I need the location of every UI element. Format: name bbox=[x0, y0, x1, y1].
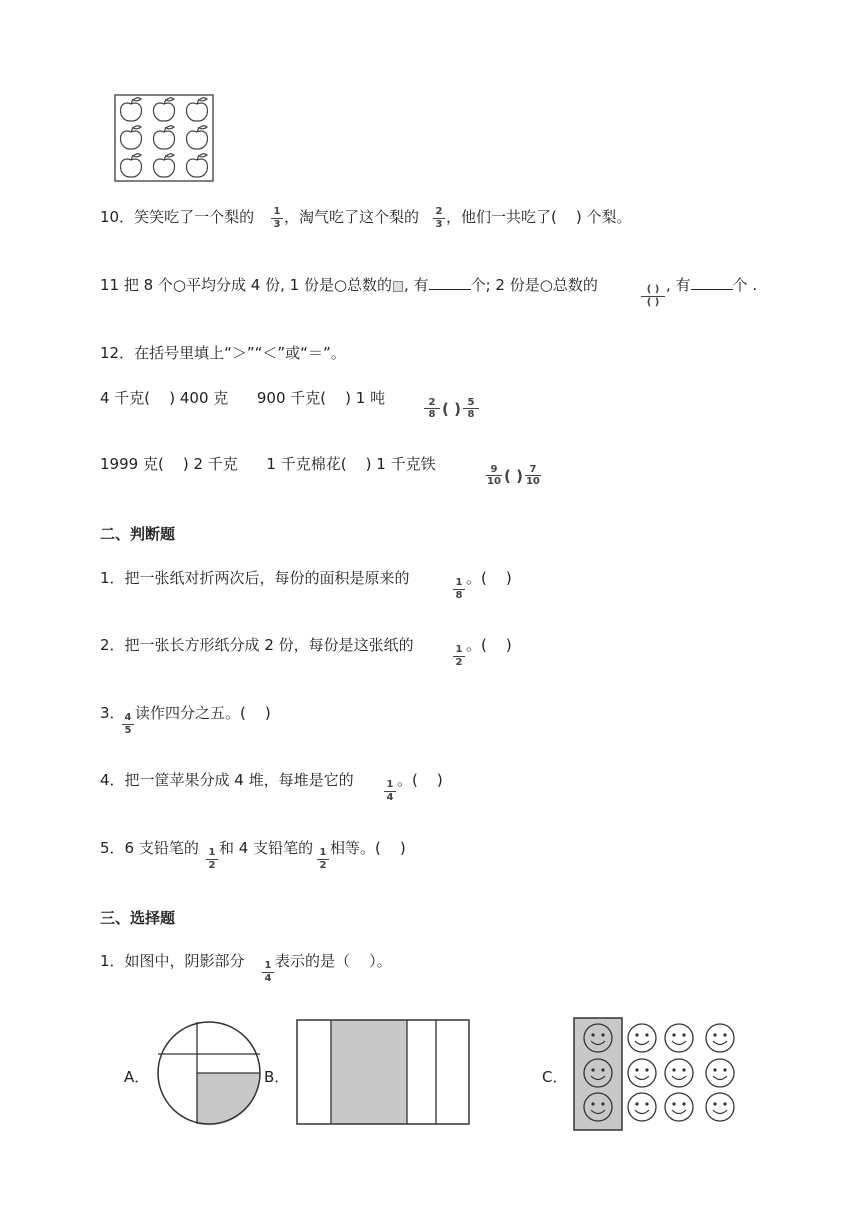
choice-q1-fraction bbox=[261, 960, 275, 985]
choice-q1-text-a: 1．如图中，阴影部分 bbox=[100, 952, 245, 970]
fraction-den: 8 bbox=[455, 590, 463, 601]
q12-r2-a-den: 10 bbox=[487, 476, 501, 487]
smiley-icon bbox=[584, 1093, 612, 1121]
q10-frac1-den: 3 bbox=[273, 219, 281, 230]
judge-item-5-text-c: 相等。( ) bbox=[330, 839, 406, 857]
q12-r2-a-num: 9 bbox=[490, 464, 498, 475]
question-11 bbox=[100, 274, 598, 295]
judge-item-5-text-a: 5．6 支铅笔的 bbox=[100, 839, 199, 857]
q10-fraction-1 bbox=[270, 206, 284, 231]
fraction-num: 1 bbox=[264, 960, 272, 971]
q11-text-e: 个 . bbox=[732, 276, 758, 294]
q10-frac2-num: 2 bbox=[435, 206, 443, 217]
q10-text-b: ，淘气吃了这个梨的 bbox=[284, 208, 420, 226]
q12-row1: 4 千克( ) 400 克 900 千克( ) 1 吨 bbox=[100, 389, 386, 407]
fraction-num: 1 bbox=[208, 847, 216, 858]
q11-paren-den: ( ) bbox=[646, 297, 660, 308]
fraction-den: 2 bbox=[208, 860, 216, 871]
q11-tail bbox=[666, 274, 757, 295]
q12-r1-paren[interactable]: ( ) bbox=[442, 399, 461, 418]
judge-item-4-text-a: 4．把一筐苹果分成 4 堆，每堆是它的 bbox=[100, 771, 354, 789]
smiley-icon bbox=[628, 1059, 656, 1087]
smiley-icon bbox=[584, 1059, 612, 1087]
section-3-heading: 三、选择题 bbox=[100, 909, 176, 927]
judge-item-5-fraction-2 bbox=[316, 847, 330, 872]
q10-number: 10． bbox=[100, 208, 135, 226]
fraction-den: 5 bbox=[124, 725, 132, 736]
fraction-den: 4 bbox=[264, 973, 272, 984]
q11-text-a: 11 把 8 个○平均分成 4 份, 1 份是○总数的 bbox=[100, 276, 393, 294]
option-b-label[interactable]: B． bbox=[264, 1068, 290, 1086]
q10-frac2-den: 3 bbox=[435, 219, 443, 230]
q11-paren-num: ( ) bbox=[646, 284, 660, 295]
option-a-circle-figure[interactable] bbox=[156, 1020, 262, 1126]
smiley-icon bbox=[706, 1093, 734, 1121]
q10-text-a: 笑笑吃了一个梨的 bbox=[134, 208, 255, 226]
apple-grid-figure bbox=[114, 94, 214, 182]
judge-item-1-fraction bbox=[452, 577, 466, 602]
q12-r2-b-den: 10 bbox=[525, 476, 540, 487]
q11-text-c: 个; 2 份是○总数的 bbox=[470, 276, 598, 294]
option-c-smiley-figure[interactable] bbox=[572, 1016, 744, 1132]
fraction-num: 1 bbox=[386, 779, 394, 790]
q10-text-c: ，他们一共吃了( ) 个梨。 bbox=[446, 208, 632, 226]
smiley-icon bbox=[706, 1024, 734, 1052]
option-a-label[interactable]: A． bbox=[124, 1068, 150, 1086]
fraction-den: 2 bbox=[319, 860, 327, 871]
judge-item-4-fraction bbox=[383, 779, 397, 804]
q11-blank-2[interactable] bbox=[691, 275, 733, 290]
fraction-den: 2 bbox=[455, 657, 463, 668]
fraction-num: 1 bbox=[319, 847, 327, 858]
option-c-label[interactable]: C． bbox=[542, 1068, 568, 1086]
q10-frac1-num: 1 bbox=[273, 206, 281, 217]
fraction-num: 4 bbox=[124, 712, 132, 723]
q12-r1-a-num: 2 bbox=[428, 397, 436, 408]
smiley-icon bbox=[628, 1024, 656, 1052]
smiley-icon bbox=[628, 1093, 656, 1121]
fraction-num: 1 bbox=[455, 644, 463, 655]
judge-item-1-text-b: 。( ) bbox=[466, 569, 512, 587]
judge-item-2-fraction bbox=[452, 644, 466, 669]
judge-item-5-fraction-1 bbox=[205, 847, 219, 872]
smiley-icon bbox=[706, 1059, 734, 1087]
section-2-heading: 二、判断题 bbox=[100, 525, 176, 543]
question-10 bbox=[100, 206, 254, 227]
q11-blank-1[interactable] bbox=[429, 275, 471, 290]
smiley-icon bbox=[665, 1093, 693, 1121]
judge-item-3-text-a: 3． bbox=[100, 704, 125, 722]
smiley-icon bbox=[665, 1024, 693, 1052]
q11-text-d: , 有 bbox=[666, 276, 691, 294]
judge-item-2-text-a: 2．把一张长方形纸分成 2 份，每份是这张纸的 bbox=[100, 636, 414, 654]
option-b-rectangle-figure[interactable] bbox=[296, 1019, 470, 1125]
q11-text-b: , 有 bbox=[404, 276, 429, 294]
fraction-den: 4 bbox=[386, 792, 394, 803]
unknown-glyph-icon bbox=[393, 281, 403, 292]
q12-row1-fraction-compare bbox=[424, 397, 479, 420]
q12-r1-a-den: 8 bbox=[428, 409, 436, 420]
smiley-icon bbox=[665, 1059, 693, 1087]
choice-q1-text-b: 表示的是（ ）。 bbox=[275, 952, 392, 970]
q12-r2-b-num: 7 bbox=[529, 464, 537, 475]
q12-r1-b-num: 5 bbox=[467, 397, 475, 408]
q12-row2: 1999 克( ) 2 千克 1 千克棉花( ) 1 千克铁 bbox=[100, 455, 436, 473]
judge-item-4-text-b: 。( ) bbox=[397, 771, 443, 789]
q12-r1-b-den: 8 bbox=[467, 409, 475, 420]
judge-item-1-text-a: 1．把一张纸对折两次后，每份的面积是原来的 bbox=[100, 569, 410, 587]
smiley-icon bbox=[584, 1024, 612, 1052]
judge-item-3-text-b: 读作四分之五。( ) bbox=[135, 704, 271, 722]
q11-paren-fraction bbox=[640, 284, 666, 309]
fraction-num: 1 bbox=[455, 577, 463, 588]
judge-item-2-text-b: 。( ) bbox=[466, 636, 512, 654]
q12-row2-fraction-compare bbox=[486, 464, 541, 487]
judge-item-3-fraction bbox=[121, 712, 135, 737]
q12-title: 12．在括号里填上“＞”“＜”或“＝”。 bbox=[100, 344, 346, 362]
q10-fraction-2 bbox=[432, 206, 446, 231]
q12-r2-paren[interactable]: ( ) bbox=[504, 466, 523, 485]
judge-item-5-text-b: 和 4 支铅笔的 bbox=[219, 839, 314, 857]
